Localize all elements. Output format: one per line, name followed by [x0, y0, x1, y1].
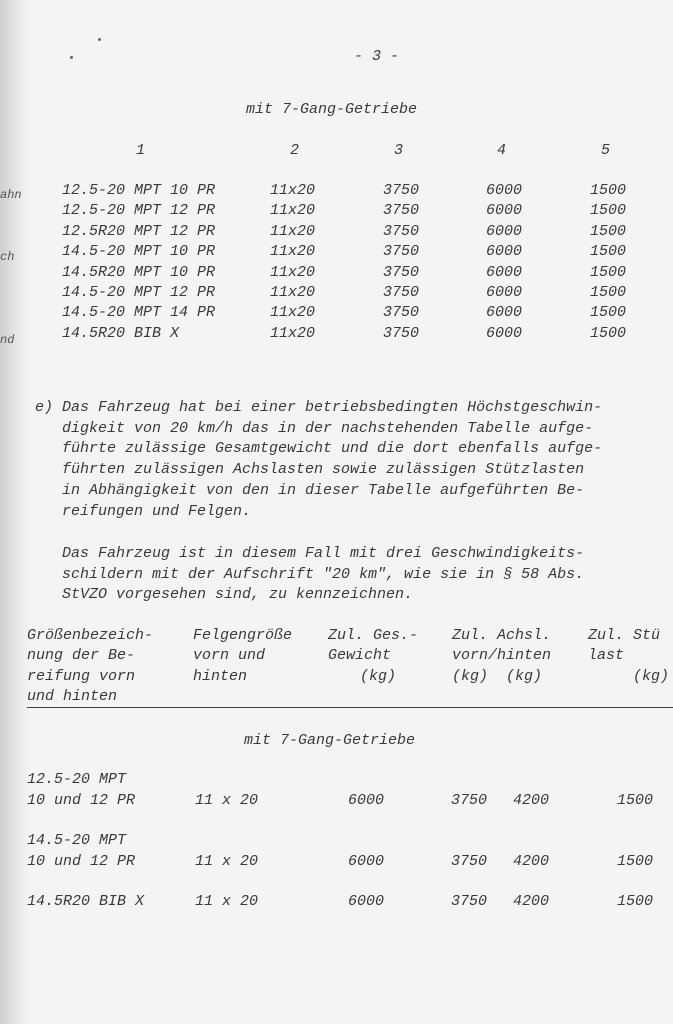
table-cell: 12.5-20 MPT 10 PR: [62, 182, 216, 199]
rear-axle-load: 4200: [513, 893, 550, 910]
rear-axle-load: 4200: [513, 852, 550, 870]
margin-fragment: nd: [0, 333, 15, 347]
table-cell: 3750: [383, 202, 420, 220]
support-load: 1500: [617, 893, 654, 910]
scan-speck: [98, 38, 101, 41]
tire-size: 12.5-20 MPT: [27, 771, 127, 788]
paragraph-line: schildern mit der Aufschrift "20 km", wie sie in § 58 Abs.: [35, 565, 585, 583]
column-header-line: last: [588, 647, 625, 665]
column-header-line: (kg): [633, 667, 670, 685]
table-cell: 1500: [590, 304, 627, 322]
paragraph-line: StVZO vorgesehen sind, zu kennzeichnen.: [35, 586, 414, 604]
table-cell: 3750: [383, 284, 420, 301]
rim-size: 11 x 20: [195, 893, 259, 910]
table-cell: 1500: [590, 222, 627, 240]
table-cell: 11x20: [270, 304, 316, 322]
margin-fragment: ch: [0, 250, 15, 264]
paragraph-line: führten zulässigen Achslasten sowie zulässigen Stützlasten: [35, 461, 585, 479]
rim-size: 11 x 20: [195, 791, 259, 809]
table-2-section-title: mit 7-Gang-Getriebe: [244, 732, 416, 749]
column-number: 3: [394, 142, 404, 159]
paragraph-line: Das Fahrzeug ist in diesem Fall mit drei Geschwindigkeits-: [35, 545, 585, 562]
table-cell: 6000: [486, 284, 523, 301]
total-weight: 6000: [348, 893, 385, 910]
total-weight: 6000: [348, 852, 385, 870]
tire-size: 14.5-20 MPT: [27, 832, 127, 849]
column-number: 5: [601, 142, 611, 159]
scan-speck: [70, 56, 73, 59]
support-load: 1500: [617, 852, 654, 870]
front-axle-load: 3750: [451, 852, 488, 870]
column-header-line: (kg): [360, 667, 397, 685]
table-cell: 11x20: [270, 263, 316, 281]
table-cell: 6000: [486, 263, 523, 281]
column-number: 4: [497, 142, 507, 159]
table-cell: 14.5-20 MPT 12 PR: [62, 284, 216, 301]
table-cell: 6000: [486, 304, 523, 322]
paragraph-line: führte zulässige Gesamtgewicht und die dort ebenfalls aufge-: [35, 440, 603, 458]
tire-size: 14.5R20 BIB X: [27, 893, 145, 910]
column-number: 1: [136, 142, 146, 159]
margin-fragment: ahn: [0, 188, 22, 202]
table-cell: 12.5R20 MPT 12 PR: [62, 222, 216, 240]
column-header-line: reifung vorn: [27, 667, 136, 685]
column-header-line: und hinten: [27, 687, 118, 705]
table-cell: 14.5-20 MPT 10 PR: [62, 243, 216, 261]
column-header-line: Größenbezeich-: [27, 627, 154, 644]
table-cell: 3750: [383, 263, 420, 281]
table-cell: 6000: [486, 222, 523, 240]
table-cell: 6000: [486, 324, 523, 342]
column-header-line: (kg) (kg): [452, 667, 543, 685]
column-header-line: Zul. Achsl.: [452, 627, 552, 644]
table-cell: 11x20: [270, 182, 316, 199]
column-header-line: nung der Be-: [27, 647, 136, 665]
total-weight: 6000: [348, 791, 385, 809]
table-cell: 11x20: [270, 202, 316, 220]
table-cell: 11x20: [270, 284, 316, 301]
rim-size: 11 x 20: [195, 852, 259, 870]
paragraph-line: e) Das Fahrzeug hat bei einer betriebsbedingten Höchstgeschwin-: [35, 399, 603, 416]
table-cell: 3750: [383, 243, 420, 261]
table-cell: 3750: [383, 222, 420, 240]
table-cell: 11x20: [270, 243, 316, 261]
paragraph-line: in Abhängigkeit von den in dieser Tabelle aufgeführten Be-: [35, 481, 585, 499]
column-header-line: Zul. Stü: [588, 627, 661, 644]
table-cell: 6000: [486, 182, 523, 199]
table-cell: 11x20: [270, 324, 316, 342]
tire-size: 10 und 12 PR: [27, 791, 136, 809]
front-axle-load: 3750: [451, 791, 488, 809]
table-cell: 1500: [590, 263, 627, 281]
table-cell: 3750: [383, 304, 420, 322]
table-cell: 1500: [590, 202, 627, 220]
column-header-line: Zul. Ges.-: [328, 627, 419, 644]
column-header-line: vorn und: [193, 647, 266, 665]
table-1-title: mit 7-Gang-Getriebe: [246, 101, 418, 118]
scan-margin-shadow: [0, 0, 30, 1024]
table-cell: 12.5-20 MPT 12 PR: [62, 202, 216, 220]
table-cell: 14.5-20 MPT 14 PR: [62, 304, 216, 322]
header-divider: [27, 707, 673, 708]
column-header-line: vorn/hinten: [452, 647, 552, 665]
table-cell: 6000: [486, 202, 523, 220]
table-cell: 11x20: [270, 222, 316, 240]
front-axle-load: 3750: [451, 893, 488, 910]
tire-size: 10 und 12 PR: [27, 852, 136, 870]
table-cell: 1500: [590, 243, 627, 261]
column-header-line: Gewicht: [328, 647, 392, 665]
table-cell: 3750: [383, 324, 420, 342]
table-cell: 6000: [486, 243, 523, 261]
table-cell: 1500: [590, 324, 627, 342]
table-cell: 1500: [590, 284, 627, 301]
paragraph-line: digkeit von 20 km/h das in der nachstehenden Tabelle aufge-: [35, 419, 594, 437]
column-header-line: Felgengröße: [193, 627, 293, 644]
paragraph-line: reifungen und Felgen.: [35, 502, 252, 520]
table-cell: 3750: [383, 182, 420, 199]
column-header-line: hinten: [193, 667, 248, 685]
table-cell: 14.5R20 MPT 10 PR: [62, 263, 216, 281]
rear-axle-load: 4200: [513, 791, 550, 809]
page-number: - 3 -: [354, 48, 400, 65]
table-cell: 14.5R20 BIB X: [62, 324, 180, 342]
table-cell: 1500: [590, 182, 627, 199]
support-load: 1500: [617, 791, 654, 809]
column-number: 2: [290, 142, 300, 159]
